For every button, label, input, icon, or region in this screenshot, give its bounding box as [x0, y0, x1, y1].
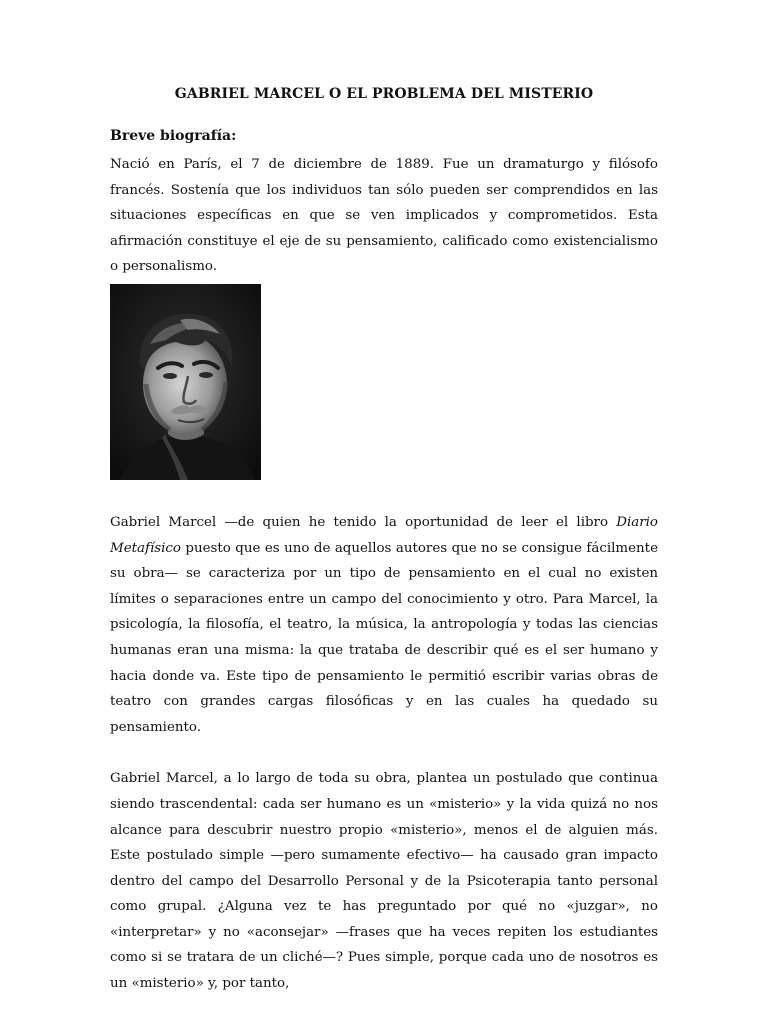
author-portrait	[110, 284, 261, 480]
bio-paragraph: Nació en París, el 7 de diciembre de 1889. Fue un dramaturgo y filósofo francés. Sostenía que los individuos tan sólo pueden ser comprendidos en las situaciones específicas en que se ven implicados y comprometidos. Esta afirmación constituye el eje de su pensamiento, calificado como existencialismo o personalismo.	[110, 157, 658, 275]
paragraph-diario-text-start: Gabriel Marcel —de quien he tenido la oportunidad de leer el libro	[110, 514, 617, 530]
paragraph-diario	[110, 510, 658, 740]
document-content	[110, 84, 658, 1023]
book-title-italic: Diario Metafísico	[110, 514, 658, 556]
paragraph-diario-text-end: puesto que es uno de aquellos autores que no se consigue fácilmente su obra— se caracteriza por un tipo de pensamiento en el cual no existen límites o separaciones entre un campo del conocimiento y otro. Para Marcel, la psicología, la filosofía, el teatro, la música, la antropología y todas las ciencias humanas eran una misma: la que trataba de describir qué es el ser humano y hacia donde va. Este tipo de pensamiento le permitió escribir varias obras de teatro con grandes cargas filosóficas y en las cuales ha quedado su pensamiento.	[110, 540, 658, 735]
paragraph-misterio	[110, 766, 658, 996]
bio-heading: Breve biografía:	[110, 128, 237, 144]
document-title: GABRIEL MARCEL O EL PROBLEMA DEL MISTERIO	[174, 86, 594, 102]
paragraph-misterio-text: Gabriel Marcel, a lo largo de toda su obra, plantea un postulado que continua siendo trascendental: cada ser humano es un «misterio» y la vida quizá no nos alcance para descubrir nuestro propio «misterio», menos el de alguien más. Este postulado simple —pero sumamente efectivo— ha causado gran impacto dentro del campo del Desarrollo Personal y de la Psicoterapia tanto personal como grupal. ¿Alguna vez te has preguntado por qué no «juzgar», no «interpretar» y no «aconsejar» —frases que ha veces repiten los estudiantes como si se tratara de un cliché—? Pues simple, porque cada uno de nosotros es un «misterio» y, por tanto,	[110, 771, 658, 992]
